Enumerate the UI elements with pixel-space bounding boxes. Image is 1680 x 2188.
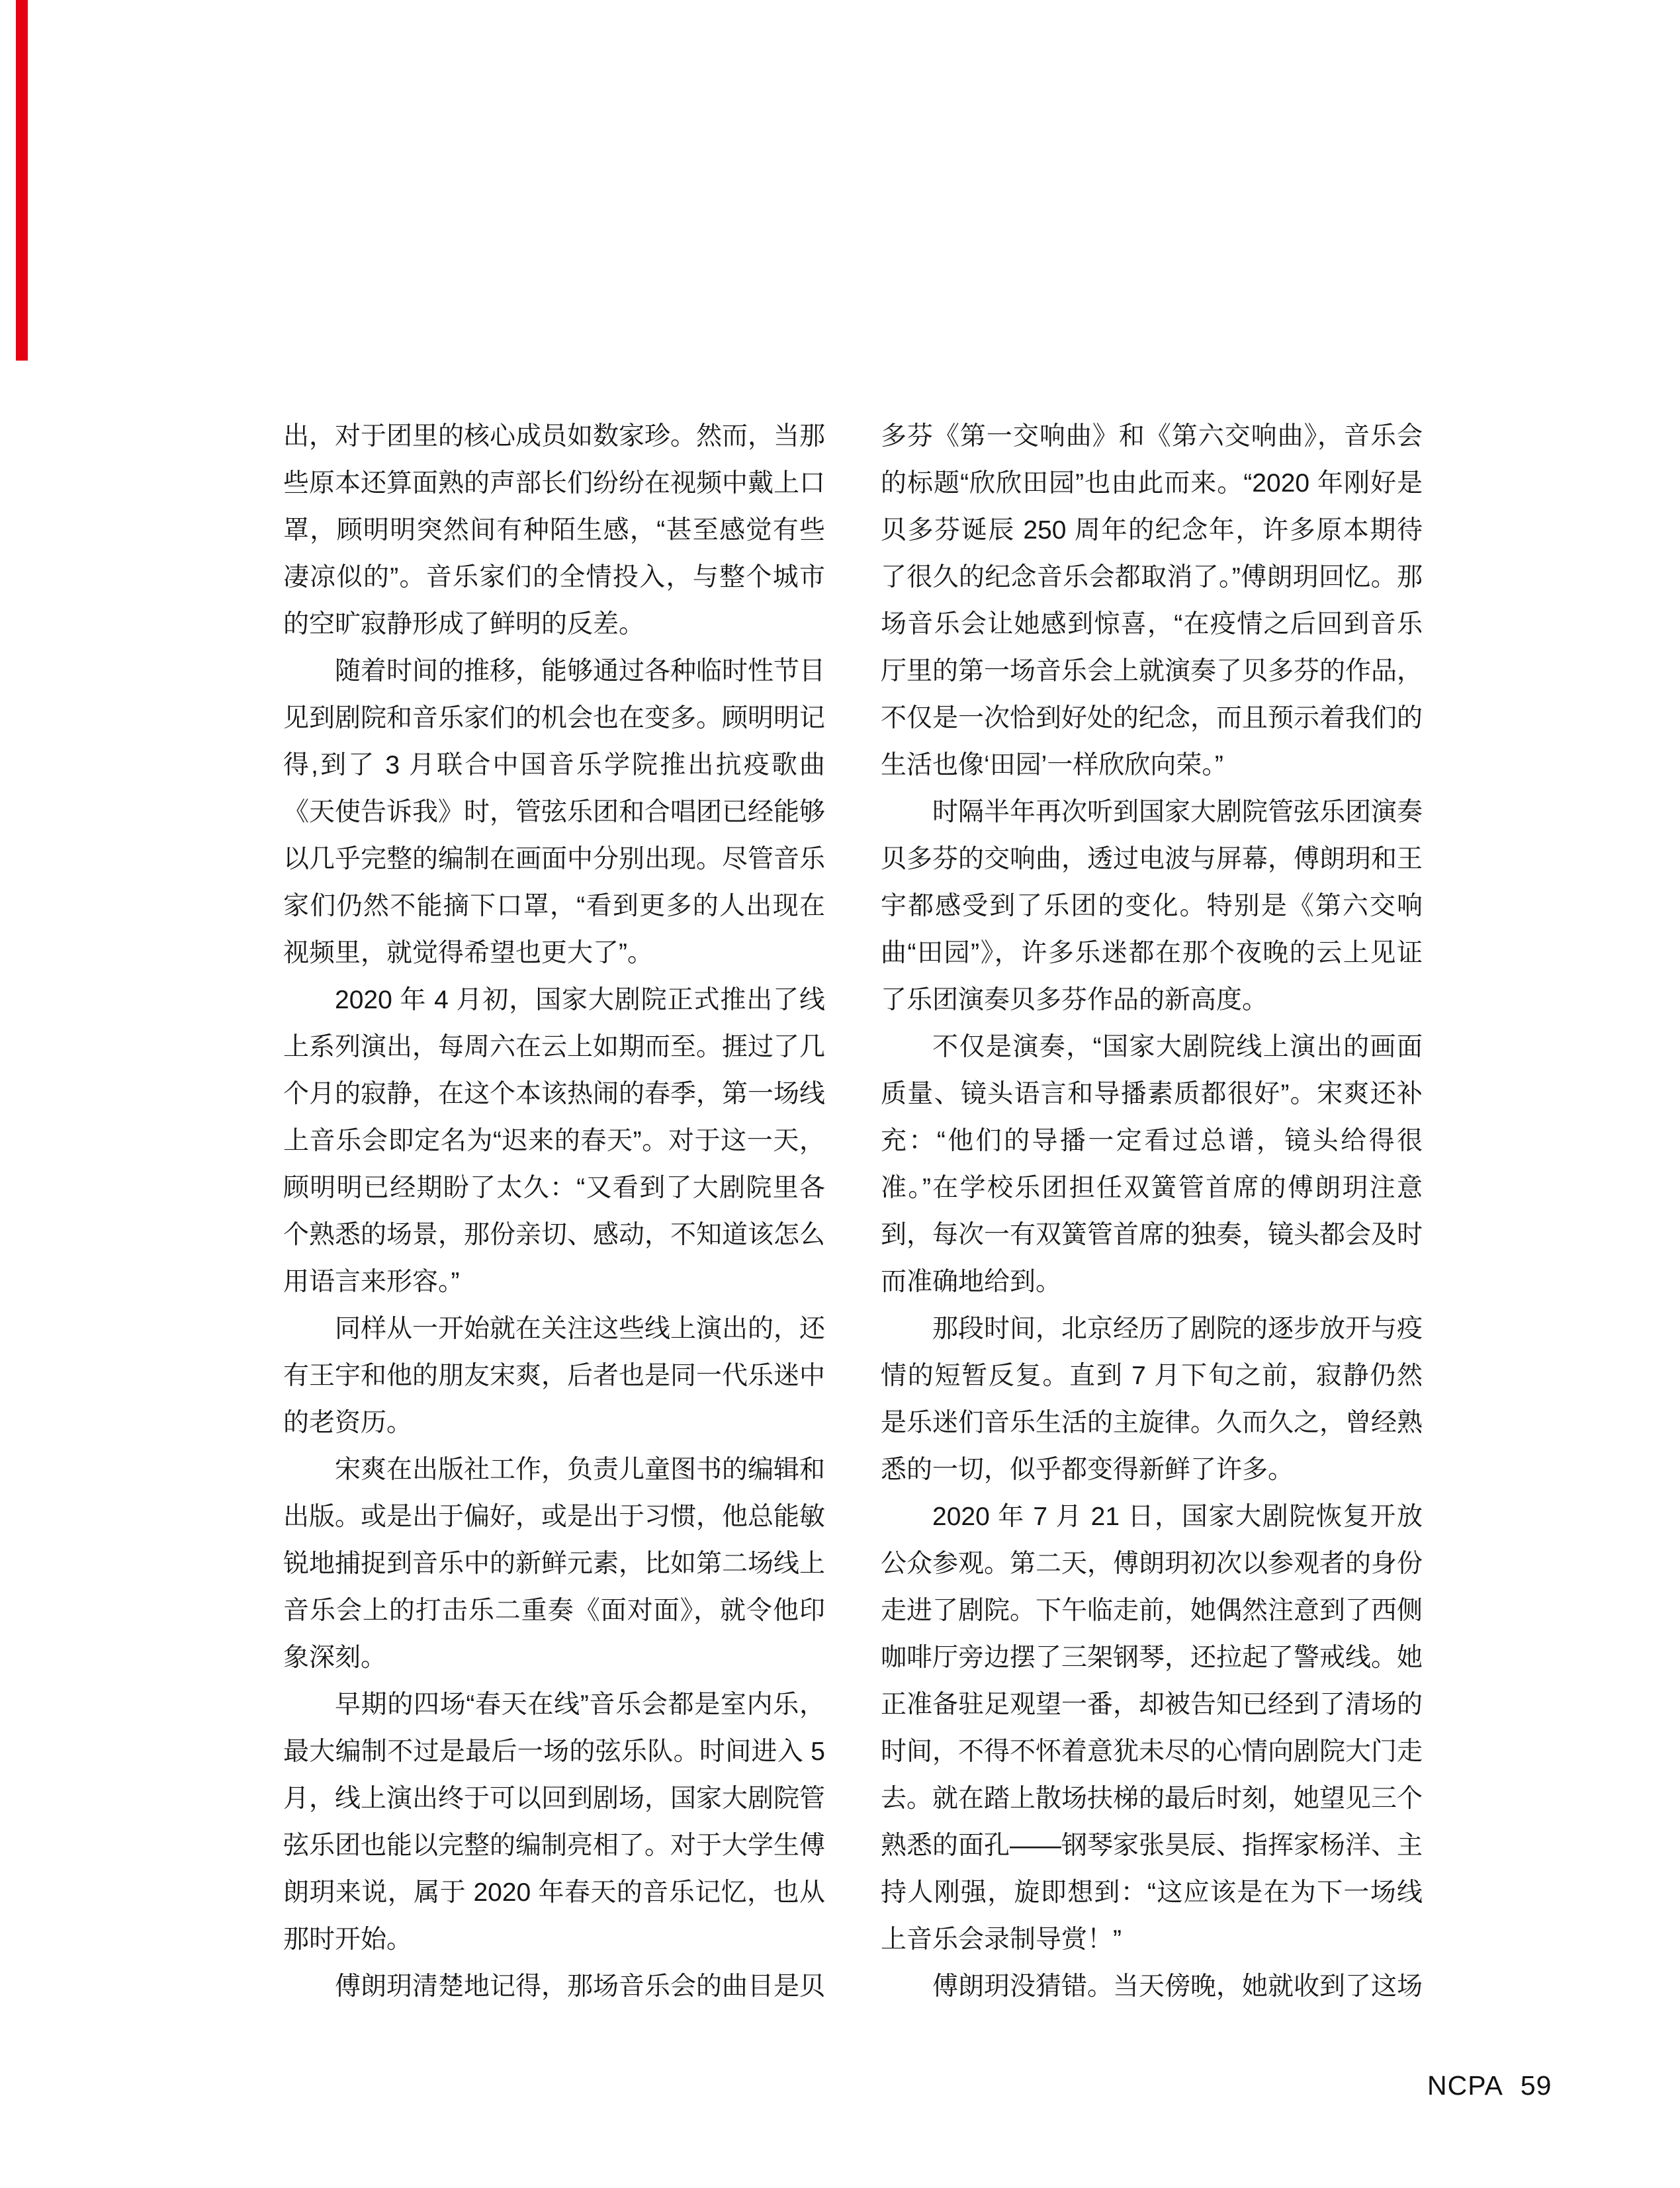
article-paragraph: 不仅是演奏，“国家大剧院线上演出的画面质量、镜头语言和导播素质都很好”。宋爽还补充：“他们的导播一定看过总谱，镜头给得很准。”在学校乐团担任双簧管首席的傅朗玥注意到，每次一有双簧管首席的独奏，镜头都会及时而准确地给到。	[881, 1033, 1423, 1296]
article-paragraph: 那段时间，北京经历了剧院的逐步放开与疫情的短暂反复。直到 7 月下旬之前，寂静仍然是乐迷们音乐生活的主旋律。久而久之，曾经熟悉的一切，似乎都变得新鲜了许多。	[881, 1315, 1423, 1484]
article-paragraph: 2020 年 4 月初，国家大剧院正式推出了线上系列演出，每周六在云上如期而至。捱过了几个月的寂静，在这个本该热闹的春季，第一场线上音乐会即定名为“迟来的春天”。对于这一天，顾明明已经期盼了太久：“又看到了大剧院里各个熟悉的场景，那份亲切、感动，不知道该怎么用语言来形容。”	[283, 986, 826, 1296]
article-paragraph: 出，对于团里的核心成员如数家珍。然而，当那些原本还算面熟的声部长们纷纷在视频中戴上口罩，顾明明突然间有种陌生感，“甚至感觉有些凄凉似的”。音乐家们的全情投入，与整个城市的空旷寂静形成了鲜明的反差。	[283, 422, 826, 638]
article-paragraph: 多芬《第一交响曲》和《第六交响曲》，音乐会的标题“欣欣田园”也由此而来。“2020 年刚好是贝多芬诞辰 250 周年的纪念年，许多原本期待了很久的纪念音乐会都取消了。”傅朗玥回忆。那场音乐会让她感到惊喜，“在疫情之后回到音乐厅里的第一场音乐会上就演奏了贝多芬的作品，不仅是一次恰到好处的纪念，而且预示着我们的生活也像‘田园’一样欣欣向荣。”	[881, 422, 1423, 779]
article-paragraph: 随着时间的推移，能够通过各种临时性节目见到剧院和音乐家们的机会也在变多。顾明明记得,到了 3 月联合中国音乐学院推出抗疫歌曲《天使告诉我》时，管弦乐团和合唱团已经能够以几乎完整的编制在画面中分别出现。尽管音乐家们仍然不能摘下口罩，“看到更多的人出现在视频里，就觉得希望也更大了”。	[283, 657, 826, 967]
article-column-left	[283, 413, 825, 2010]
section-marker-stripe	[16, 0, 28, 361]
article-paragraph: 宋爽在出版社工作，负责儿童图书的编辑和出版。或是出于偏好，或是出于习惯，他总能敏锐地捕捉到音乐中的新鲜元素，比如第二场线上音乐会上的打击乐二重奏《面对面》，就令他印象深刻。	[283, 1456, 826, 1672]
article-paragraph: 时隔半年再次听到国家大剧院管弦乐团演奏贝多芬的交响曲，透过电波与屏幕，傅朗玥和王宇都感受到了乐团的变化。特别是《第六交响曲“田园”》，许多乐迷都在那个夜晚的云上见证了乐团演奏贝多芬作品的新高度。	[881, 798, 1423, 1014]
article-column-right	[881, 413, 1423, 2010]
article-paragraph: 傅朗玥清楚地记得，那场音乐会的曲目是贝	[335, 1972, 826, 2001]
page-number: 59	[1520, 2070, 1552, 2101]
journal-name: NCPA	[1427, 2070, 1503, 2101]
article-paragraph: 同样从一开始就在关注这些线上演出的，还有王宇和他的朋友宋爽，后者也是同一代乐迷中的老资历。	[283, 1315, 826, 1437]
article-paragraph: 傅朗玥没猜错。当天傍晚，她就收到了这场	[932, 1972, 1423, 2001]
article-paragraph: 2020 年 7 月 21 日，国家大剧院恢复开放公众参观。第二天，傅朗玥初次以参观者的身份走进了剧院。下午临走前，她偶然注意到了西侧咖啡厅旁边摆了三架钢琴，还拉起了警戒线。她正准备驻足观望一番，却被告知已经到了清场的时间，不得不怀着意犹未尽的心情向剧院大门走去。就在踏上散场扶梯的最后时刻，她望见三个熟悉的面孔——钢琴家张昊辰、指挥家杨洋、主持人刚强，旋即想到：“这应该是在为下一场线上音乐会录制导赏！”	[881, 1503, 1423, 1954]
page-footer	[1427, 2070, 1552, 2101]
article-paragraph: 早期的四场“春天在线”音乐会都是室内乐，最大编制不过是最后一场的弦乐队。时间进入 5 月，线上演出终于可以回到剧场，国家大剧院管弦乐团也能以完整的编制亮相了。对于大学生傅朗玥来说，属于 2020 年春天的音乐记忆，也从那时开始。	[283, 1690, 826, 1954]
